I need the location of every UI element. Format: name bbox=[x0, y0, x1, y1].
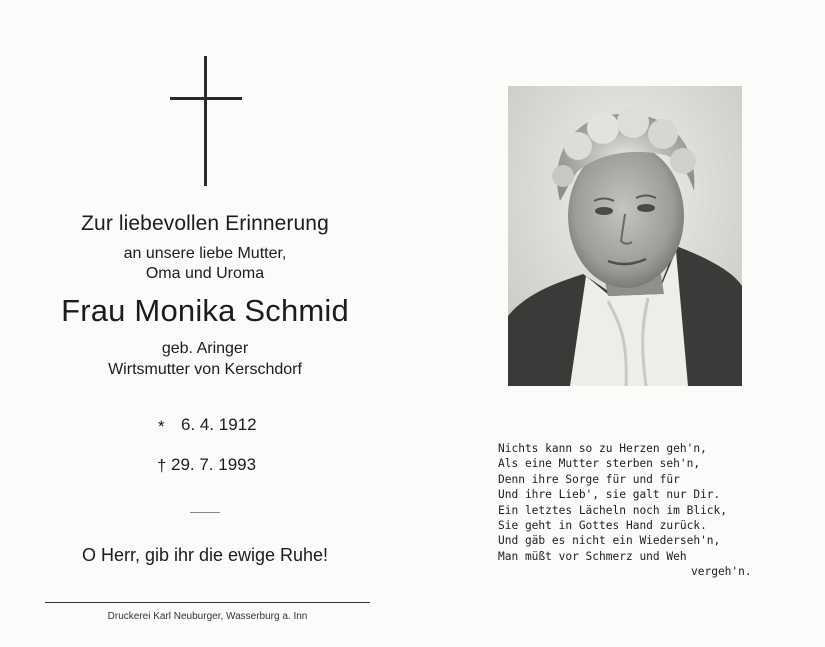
poem-line: Und ihre Lieb', sie galt nur Dir. bbox=[498, 488, 721, 502]
poem-line: vergeh'n. bbox=[691, 565, 752, 579]
poem-line: Man müßt vor Schmerz und Weh bbox=[498, 549, 687, 563]
poem bbox=[498, 441, 778, 580]
footer-rule bbox=[45, 602, 370, 603]
poem-line: Ein letztes Lächeln noch im Blick, bbox=[498, 503, 728, 517]
relation-line-2: Oma und Uroma bbox=[145, 265, 265, 282]
death-cross-symbol: † bbox=[157, 456, 167, 475]
memorial-intro: Zur liebevollen Erinnerung bbox=[81, 212, 329, 235]
cross-icon bbox=[170, 56, 242, 186]
poem-line: Nichts kann so zu Herzen geh'n, bbox=[498, 442, 707, 455]
poem-line: Sie geht in Gottes Hand zurück. bbox=[498, 519, 707, 533]
birth-date: 6. 4. 1912 bbox=[181, 415, 257, 434]
poem-line: Denn ihre Sorge für und für bbox=[498, 472, 680, 486]
portrait-photo bbox=[508, 86, 742, 386]
poem-line: Als eine Mutter sterben seh'n, bbox=[498, 457, 701, 471]
poem-line: Und gäb es nicht ein Wiederseh'n, bbox=[498, 534, 721, 548]
deceased-title: Wirtsmutter von Kerschdorf bbox=[108, 361, 302, 378]
printer-credit: Druckerei Karl Neuburger, Wasserburg a. Inn bbox=[107, 611, 308, 622]
relation-line-1: an unsere liebe Mutter, bbox=[123, 245, 287, 262]
death-date: 29. 7. 1993 bbox=[171, 455, 257, 474]
deceased-name: Frau Monika Schmid bbox=[61, 293, 349, 328]
birth-star-symbol: * bbox=[158, 417, 165, 436]
prayer-text: O Herr, gib ihr die ewige Ruhe! bbox=[81, 545, 329, 565]
divider-dash bbox=[190, 512, 220, 513]
maiden-name: geb. Aringer bbox=[161, 340, 249, 357]
